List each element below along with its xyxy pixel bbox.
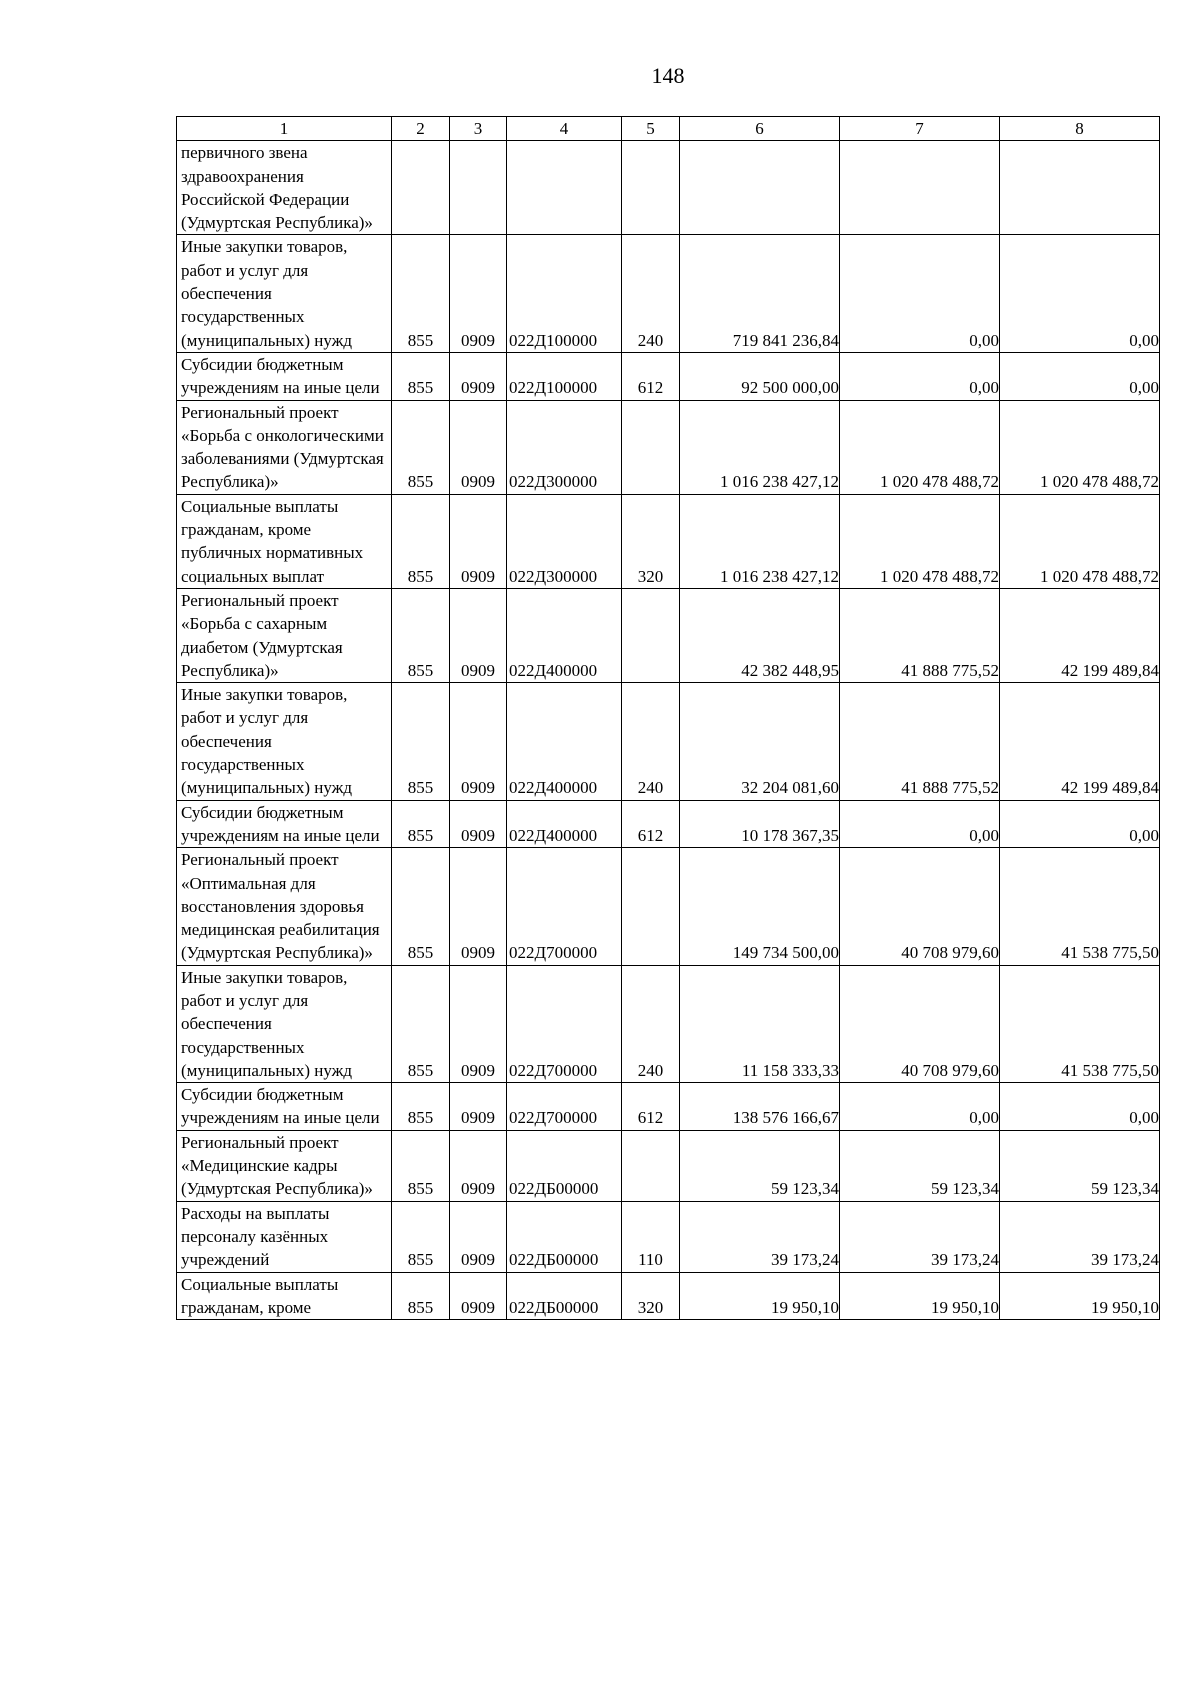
table-body — [177, 141, 1160, 1320]
expense-type — [622, 141, 680, 235]
section-code: 0909 — [450, 1130, 507, 1201]
section-code: 0909 — [450, 352, 507, 400]
amount-col-6: 92 500 000,00 — [680, 352, 840, 400]
row-description: Субсидии бюджетным учреждениям на иные цели — [177, 1083, 392, 1131]
amount-col-6: 1 016 238 427,12 — [680, 400, 840, 494]
ministry-code: 855 — [392, 1083, 450, 1131]
row-description: Иные закупки товаров, работ и услуг для обеспечения государственных (муниципальных) нужд — [177, 683, 392, 800]
amount-col-8: 1 020 478 488,72 — [1000, 400, 1160, 494]
column-header: 5 — [622, 117, 680, 141]
ministry-code: 855 — [392, 352, 450, 400]
section-code: 0909 — [450, 1201, 507, 1272]
amount-col-8 — [1000, 141, 1160, 235]
table-row — [177, 588, 1160, 682]
table-row — [177, 1201, 1160, 1272]
section-code: 0909 — [450, 1083, 507, 1131]
section-code: 0909 — [450, 1272, 507, 1320]
target-article: 022Д300000 — [507, 494, 622, 588]
expense-type: 110 — [622, 1201, 680, 1272]
expense-type — [622, 848, 680, 965]
amount-col-6: 39 173,24 — [680, 1201, 840, 1272]
amount-col-7: 40 708 979,60 — [840, 965, 1000, 1082]
expense-type: 240 — [622, 965, 680, 1082]
expense-type: 320 — [622, 1272, 680, 1320]
row-description: Региональный проект «Борьба с сахарным диабетом (Удмуртская Республика)» — [177, 588, 392, 682]
table-row — [177, 352, 1160, 400]
expense-type: 240 — [622, 683, 680, 800]
amount-col-7: 0,00 — [840, 352, 1000, 400]
target-article: 022Д700000 — [507, 848, 622, 965]
row-description: Социальные выплаты гражданам, кроме публичных нормативных социальных выплат — [177, 494, 392, 588]
amount-col-7 — [840, 141, 1000, 235]
budget-table — [176, 116, 1160, 1320]
section-code: 0909 — [450, 965, 507, 1082]
expense-type: 240 — [622, 235, 680, 352]
amount-col-6: 1 016 238 427,12 — [680, 494, 840, 588]
amount-col-8: 0,00 — [1000, 352, 1160, 400]
amount-col-7: 1 020 478 488,72 — [840, 400, 1000, 494]
column-header: 4 — [507, 117, 622, 141]
table-row — [177, 494, 1160, 588]
column-header: 6 — [680, 117, 840, 141]
amount-col-7: 0,00 — [840, 235, 1000, 352]
ministry-code: 855 — [392, 965, 450, 1082]
amount-col-7: 0,00 — [840, 1083, 1000, 1131]
column-header: 2 — [392, 117, 450, 141]
table-row — [177, 141, 1160, 235]
amount-col-8: 59 123,34 — [1000, 1130, 1160, 1201]
column-header: 7 — [840, 117, 1000, 141]
amount-col-7: 41 888 775,52 — [840, 588, 1000, 682]
ministry-code: 855 — [392, 1272, 450, 1320]
column-header: 1 — [177, 117, 392, 141]
amount-col-7: 39 173,24 — [840, 1201, 1000, 1272]
amount-col-7: 59 123,34 — [840, 1130, 1000, 1201]
row-description: Иные закупки товаров, работ и услуг для обеспечения государственных (муниципальных) нужд — [177, 235, 392, 352]
expense-type: 612 — [622, 1083, 680, 1131]
row-description: Иные закупки товаров, работ и услуг для обеспечения государственных (муниципальных) нужд — [177, 965, 392, 1082]
amount-col-6: 10 178 367,35 — [680, 800, 840, 848]
expense-type — [622, 588, 680, 682]
table-row — [177, 400, 1160, 494]
ministry-code: 855 — [392, 1201, 450, 1272]
amount-col-6: 42 382 448,95 — [680, 588, 840, 682]
amount-col-6: 719 841 236,84 — [680, 235, 840, 352]
ministry-code: 855 — [392, 588, 450, 682]
amount-col-8: 42 199 489,84 — [1000, 588, 1160, 682]
section-code: 0909 — [450, 683, 507, 800]
section-code: 0909 — [450, 800, 507, 848]
table-row — [177, 683, 1160, 800]
amount-col-7: 0,00 — [840, 800, 1000, 848]
table-row — [177, 1083, 1160, 1131]
amount-col-6: 59 123,34 — [680, 1130, 840, 1201]
target-article: 022Д400000 — [507, 683, 622, 800]
amount-col-8: 39 173,24 — [1000, 1201, 1160, 1272]
target-article: 022Д300000 — [507, 400, 622, 494]
amount-col-6 — [680, 141, 840, 235]
expense-type: 612 — [622, 352, 680, 400]
amount-col-7: 40 708 979,60 — [840, 848, 1000, 965]
section-code: 0909 — [450, 235, 507, 352]
ministry-code: 855 — [392, 1130, 450, 1201]
target-article: 022Д100000 — [507, 235, 622, 352]
row-description: Региональный проект «Борьба с онкологическими заболеваниями (Удмуртская Республика)» — [177, 400, 392, 494]
row-description: Региональный проект «Оптимальная для восстановления здоровья медицинская реабилитация (Удмуртская Республика)» — [177, 848, 392, 965]
expense-type — [622, 1130, 680, 1201]
table-row — [177, 848, 1160, 965]
amount-col-8: 0,00 — [1000, 235, 1160, 352]
expense-type: 320 — [622, 494, 680, 588]
section-code: 0909 — [450, 400, 507, 494]
amount-col-6: 32 204 081,60 — [680, 683, 840, 800]
expense-type — [622, 400, 680, 494]
target-article: 022ДБ00000 — [507, 1130, 622, 1201]
amount-col-8: 41 538 775,50 — [1000, 965, 1160, 1082]
column-number-row — [177, 117, 1160, 141]
target-article — [507, 141, 622, 235]
section-code: 0909 — [450, 848, 507, 965]
table-row — [177, 1130, 1160, 1201]
ministry-code: 855 — [392, 235, 450, 352]
expense-type: 612 — [622, 800, 680, 848]
amount-col-8: 19 950,10 — [1000, 1272, 1160, 1320]
ministry-code: 855 — [392, 400, 450, 494]
target-article: 022Д400000 — [507, 800, 622, 848]
target-article: 022Д400000 — [507, 588, 622, 682]
ministry-code: 855 — [392, 494, 450, 588]
row-description: Субсидии бюджетным учреждениям на иные цели — [177, 352, 392, 400]
target-article: 022Д700000 — [507, 965, 622, 1082]
row-description: Расходы на выплаты персоналу казённых учреждений — [177, 1201, 392, 1272]
ministry-code: 855 — [392, 848, 450, 965]
amount-col-7: 1 020 478 488,72 — [840, 494, 1000, 588]
ministry-code: 855 — [392, 800, 450, 848]
amount-col-8: 41 538 775,50 — [1000, 848, 1160, 965]
target-article: 022Д700000 — [507, 1083, 622, 1131]
section-code — [450, 141, 507, 235]
target-article: 022ДБ00000 — [507, 1201, 622, 1272]
page-number: 148 — [651, 63, 685, 88]
row-description: Субсидии бюджетным учреждениям на иные цели — [177, 800, 392, 848]
target-article: 022ДБ00000 — [507, 1272, 622, 1320]
target-article: 022Д100000 — [507, 352, 622, 400]
table-row — [177, 800, 1160, 848]
table-row — [177, 235, 1160, 352]
amount-col-8: 0,00 — [1000, 1083, 1160, 1131]
row-description: Региональный проект «Медицинские кадры (Удмуртская Республика)» — [177, 1130, 392, 1201]
amount-col-6: 138 576 166,67 — [680, 1083, 840, 1131]
section-code: 0909 — [450, 494, 507, 588]
amount-col-6: 149 734 500,00 — [680, 848, 840, 965]
amount-col-7: 41 888 775,52 — [840, 683, 1000, 800]
amount-col-6: 19 950,10 — [680, 1272, 840, 1320]
table-row — [177, 1272, 1160, 1320]
row-description: Социальные выплаты гражданам, кроме — [177, 1272, 392, 1320]
row-description: первичного звена здравоохранения Российской Федерации (Удмуртская Республика)» — [177, 141, 392, 235]
section-code: 0909 — [450, 588, 507, 682]
column-header: 3 — [450, 117, 507, 141]
column-header: 8 — [1000, 117, 1160, 141]
amount-col-7: 19 950,10 — [840, 1272, 1000, 1320]
amount-col-8: 0,00 — [1000, 800, 1160, 848]
ministry-code: 855 — [392, 683, 450, 800]
amount-col-6: 11 158 333,33 — [680, 965, 840, 1082]
ministry-code — [392, 141, 450, 235]
amount-col-8: 42 199 489,84 — [1000, 683, 1160, 800]
table-row — [177, 965, 1160, 1082]
amount-col-8: 1 020 478 488,72 — [1000, 494, 1160, 588]
